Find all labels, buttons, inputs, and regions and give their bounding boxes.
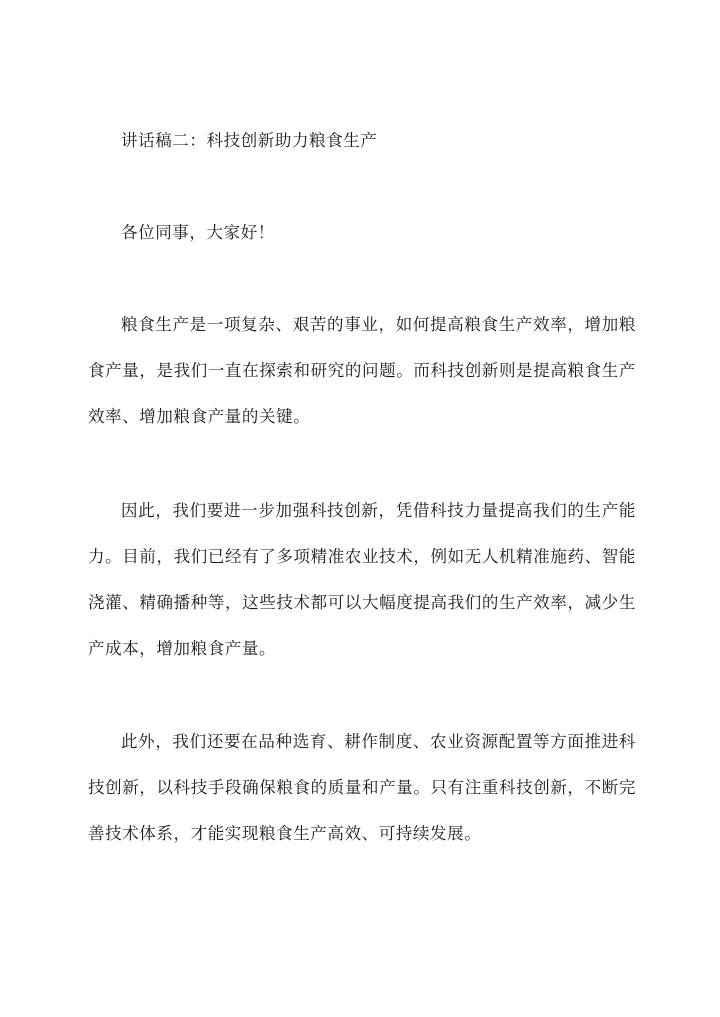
greeting-line: 各位同事，大家好！ xyxy=(121,223,275,242)
paragraph-2: 因此，我们要进一步加强科技创新，凭借科技力量提高我们的生产能力。目前，我们已经有了多项精准农业技术，例如无人机精准施药、智能浇灌、精确播种等，这些技术都可以大幅度提高我们的生产效率，减少生产成本，增加粮食产量。 xyxy=(88,501,636,658)
paragraph-3: 此外，我们还要在品种选育、耕作制度、农业资源配置等方面推进科技创新，以科技手段确保粮食的质量和产量。只有注重科技创新，不断完善技术体系，才能实现粮食生产高效、可持续发展。 xyxy=(88,732,636,843)
paragraph-1: 粮食生产是一项复杂、艰苦的事业，如何提高粮食生产效率，增加粮食产量，是我们一直在探索和研究的问题。而科技创新则是提高粮食生产效率、增加粮食产量的关键。 xyxy=(88,315,636,426)
document-title: 讲话稿二：科技创新助力粮食生产 xyxy=(121,131,378,150)
